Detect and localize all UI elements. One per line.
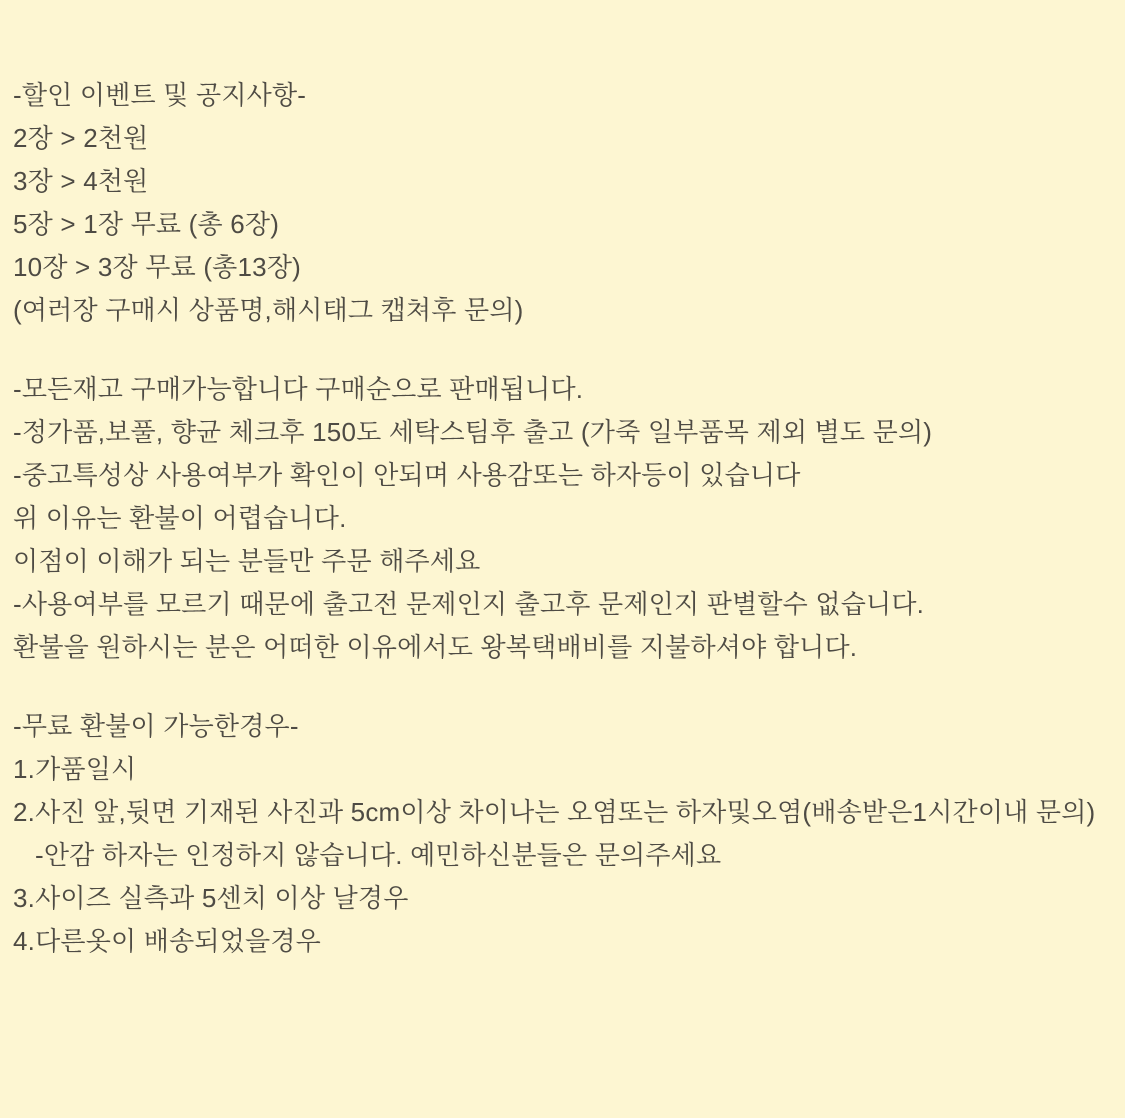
refund-case-2-note: -안감 하자는 인정하지 않습니다. 예민하신분들은 문의주세요 (35, 840, 722, 870)
refund-case-4: 4.다른옷이 배송되었을경우 (13, 926, 321, 956)
discount-tier-5: 5장 > 1장 무료 (총 6장) (13, 209, 280, 239)
discount-section (13, 74, 1115, 332)
discount-note: (여러장 구매시 상품명,해시태그 캡쳐후 문의) (13, 295, 524, 325)
policy-understanding-line: 이점이 이해가 되는 분들만 주문 해주세요 (13, 546, 481, 576)
refund-case-2: 2.사진 앞,뒷면 기재된 사진과 5cm이상 차이나는 오염또는 하자및오염(배송받은1시간이내 문의) (13, 797, 1096, 827)
policy-cleaning-line: -정가품,보풀, 향균 체크후 150도 세탁스팀후 출고 (가죽 일부품목 제외 별도 문의) (13, 417, 933, 447)
discount-tier-2: 2장 > 2천원 (13, 123, 149, 153)
policy-used-condition-line: -중고특성상 사용여부가 확인이 안되며 사용감또는 하자등이 있습니다 (13, 460, 801, 490)
refund-section-title: -무료 환불이 가능한경우- (13, 711, 299, 741)
refund-section (13, 705, 1115, 963)
policy-usage-unknown-line: -사용여부를 모르기 때문에 출고전 문제인지 출고후 문제인지 판별할수 없습니다. (13, 589, 925, 619)
policy-stock-line: -모든재고 구매가능합니다 구매순으로 판매됩니다. (13, 374, 584, 404)
policy-section (13, 368, 1115, 669)
refund-case-1: 1.가품일시 (13, 754, 137, 784)
policy-refund-difficult-line: 위 이유는 환불이 어렵습니다. (13, 503, 347, 533)
discount-tier-10: 10장 > 3장 무료 (총13장) (13, 252, 301, 282)
discount-section-title: -할인 이벤트 및 공지사항- (13, 80, 307, 110)
refund-case-3: 3.사이즈 실측과 5센치 이상 날경우 (13, 883, 409, 913)
discount-tier-3: 3장 > 4천원 (13, 166, 149, 196)
policy-shipping-cost-line: 환불을 원하시는 분은 어떠한 이유에서도 왕복택배비를 지불하셔야 합니다. (13, 632, 858, 662)
